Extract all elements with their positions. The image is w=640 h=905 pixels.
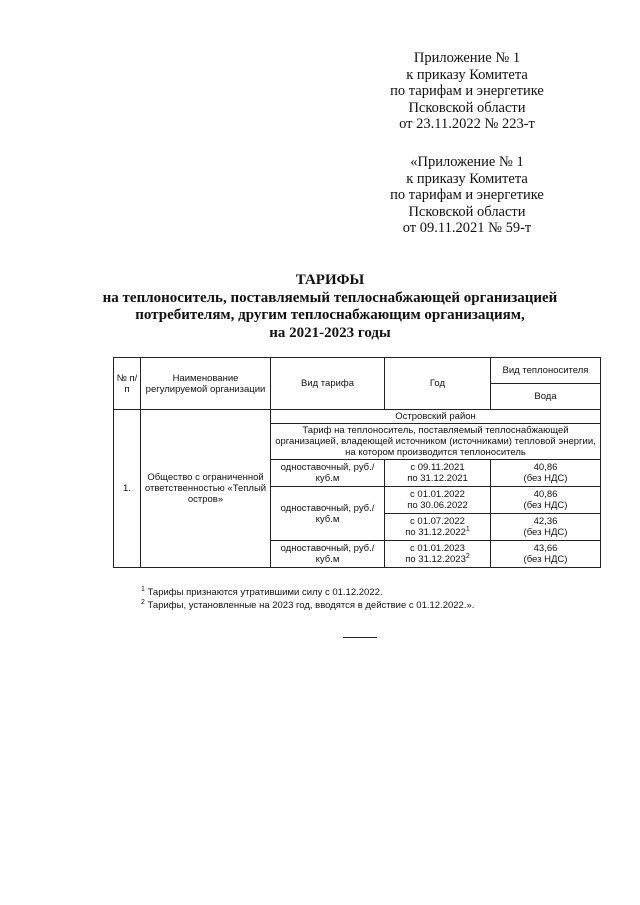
tariff-value-2021 bbox=[491, 460, 601, 487]
appendix-line: Приложение № 1 bbox=[413, 50, 521, 66]
footnote-mark: 1 bbox=[141, 585, 145, 593]
appendix-line: Псковской области bbox=[408, 203, 526, 220]
period-to-date: по 31.12.2022 bbox=[405, 527, 466, 538]
value-amount: 40,86 bbox=[533, 462, 558, 473]
value-amount: 43,66 bbox=[533, 543, 558, 554]
title-line: на 2021-2023 годы bbox=[269, 324, 391, 341]
document-title bbox=[40, 272, 620, 342]
period-from: с 01.01.2022 bbox=[410, 489, 465, 500]
header-water: Вода bbox=[491, 384, 601, 410]
tariff-value-2022-h2 bbox=[491, 514, 601, 541]
footnotes bbox=[141, 586, 474, 612]
tariff-description: Тариф на теплоноситель, поставляемый теплоснабжающей организацией, владеющей источником (источниками) тепловой энергии, на котором производится теплоноситель bbox=[271, 424, 601, 460]
tariff-type-2022: одноставочный, руб./куб.м bbox=[271, 487, 385, 541]
value-note: (без НДС) bbox=[523, 554, 568, 565]
value-note: (без НДС) bbox=[523, 527, 568, 538]
appendix-line: от 23.11.2022 № 223-т bbox=[399, 116, 535, 132]
tariff-table bbox=[113, 357, 601, 568]
period-2021 bbox=[385, 460, 491, 487]
appendix-line: Псковской области bbox=[408, 99, 526, 116]
footnote-text: Тарифы, установленные на 2023 год, вводятся в действие с 01.12.2022.». bbox=[147, 600, 475, 611]
header-organization: Наименование регулируемой организации bbox=[141, 358, 271, 410]
value-note: (без НДС) bbox=[523, 473, 568, 484]
appendix-line: по тарифам и энергетике bbox=[390, 83, 544, 99]
appendix-line: «Приложение № 1 bbox=[410, 154, 524, 170]
end-divider bbox=[343, 637, 377, 638]
period-to: по 30.06.2022 bbox=[407, 500, 468, 511]
tariff-value-2023 bbox=[491, 541, 601, 568]
appendix-header-current bbox=[372, 50, 562, 133]
appendix-line: по тарифам и энергетике bbox=[390, 187, 544, 203]
row-number: 1. bbox=[114, 410, 141, 568]
tariff-type-2021: одноставочный, руб./куб.м bbox=[271, 460, 385, 487]
period-to bbox=[387, 527, 488, 538]
title-line: на теплоноситель, поставляемый теплоснабжающей организацией bbox=[102, 289, 558, 306]
region-name: Островский район bbox=[271, 410, 601, 424]
header-tariff-type: Вид тарифа bbox=[271, 358, 385, 410]
value-note: (без НДС) bbox=[523, 500, 568, 511]
period-to-date: по 31.12.2023 bbox=[405, 554, 466, 565]
period-2022-h2 bbox=[385, 514, 491, 541]
appendix-line: от 09.11.2021 № 59-т bbox=[402, 220, 532, 236]
header-number: № п/п bbox=[114, 358, 141, 410]
period-2023 bbox=[385, 541, 491, 568]
value-amount: 40,86 bbox=[533, 489, 558, 500]
title-line: потребителям, другим теплоснабжающим организациям, bbox=[135, 307, 525, 323]
period-2022-h1 bbox=[385, 487, 491, 514]
period-from: с 01.07.2022 bbox=[410, 516, 465, 527]
appendix-line: к приказу Комитета bbox=[406, 170, 528, 187]
value-amount: 42,36 bbox=[533, 516, 558, 527]
footnote-mark: 1 bbox=[465, 525, 470, 533]
period-from: с 09.11.2021 bbox=[410, 462, 465, 473]
footnote bbox=[141, 599, 474, 612]
header-carrier-type: Вид теплоносителя bbox=[491, 358, 601, 384]
appendix-line: к приказу Комитета bbox=[406, 66, 528, 83]
appendix-header-previous bbox=[372, 154, 562, 237]
footnote-mark: 2 bbox=[141, 598, 145, 606]
header-year: Год bbox=[385, 358, 491, 410]
title-line: ТАРИФЫ bbox=[295, 272, 365, 288]
organization-name: Общество с ограниченной ответственностью «Теплый остров» bbox=[141, 410, 271, 568]
period-to bbox=[387, 554, 488, 565]
tariff-type-2023: одноставочный, руб./куб.м bbox=[271, 541, 385, 568]
period-from: с 01.01.2023 bbox=[410, 543, 465, 554]
footnote-mark: 2 bbox=[465, 552, 470, 560]
period-to: по 31.12.2021 bbox=[407, 473, 468, 484]
footnote-text: Тарифы признаются утратившими силу с 01.12.2022. bbox=[147, 587, 383, 598]
tariff-value-2022-h1 bbox=[491, 487, 601, 514]
footnote bbox=[141, 586, 474, 599]
